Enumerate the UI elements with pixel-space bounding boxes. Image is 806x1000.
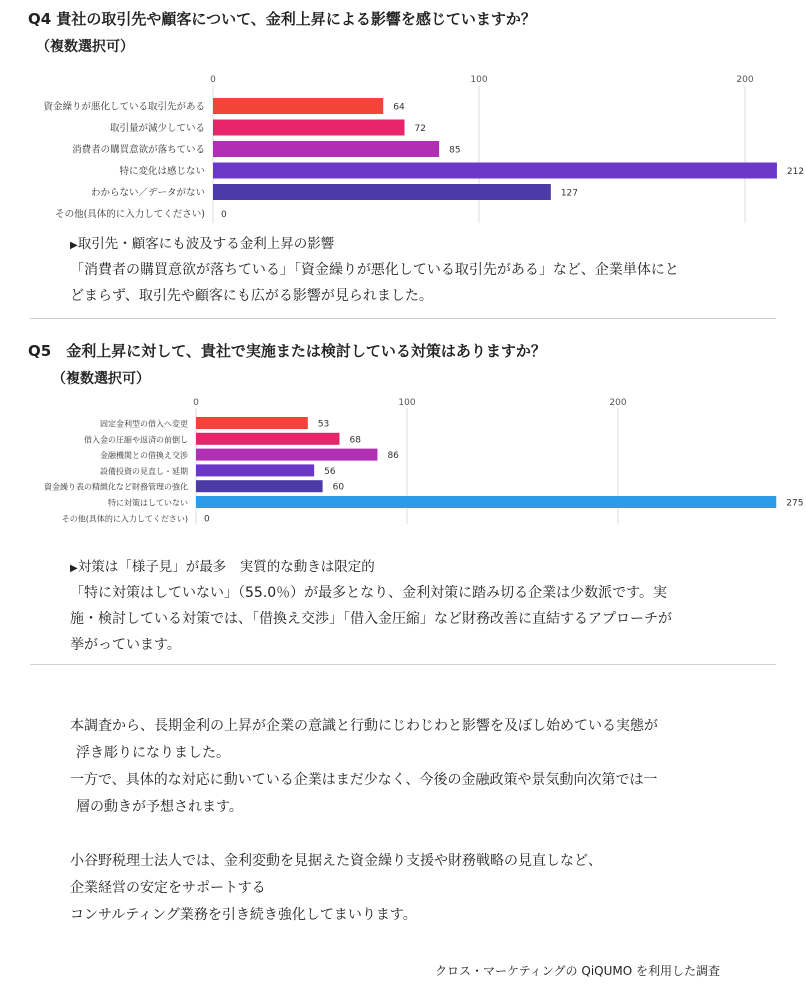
q4-bar [213,98,383,114]
q5-bar [196,464,314,476]
closing-line-6: 企業経営の安定をサポートする [70,880,266,896]
q4-bar [213,141,439,157]
q4-category-label: その他(具体的に入力してください) [55,209,205,220]
q4-category-label: わからない／データがない [90,187,205,199]
q4-xtick-label: 100 [470,75,488,85]
q5-category-label: 特に対策はしていない [108,498,188,508]
q5-value-label: 53 [317,419,330,430]
q5-bar [196,480,323,492]
closing-paragraph-2 [70,848,602,929]
q4-lead [70,232,334,258]
q5-value-label: 56 [324,466,336,477]
q4-category-label: 特に変化は感じない [119,166,205,177]
q4-value-label: 64 [393,102,405,113]
section-divider-1 [30,318,776,319]
q4-lead-text: 取引先・顧客にも波及する金利上昇の影響 [77,236,335,252]
q5-subtitle: （複数選択可） [52,371,150,387]
q5-bar-chart [0,396,806,536]
closing-line-5: 小谷野税理士法人では、金利変動を見据えた資金繰り支援や財務戦略の見直しなど、 [70,853,602,869]
closing-line-2: 浮き彫りになりました。 [76,745,230,761]
q4-value-label: 212 [786,167,805,177]
q5-body-line-2: 施・検討している対策では、「借換え交渉」「借入金圧縮」など財務改善に直結するアプローチが [70,611,672,627]
q5-body-line-1: 「特に対策はしていない」（55.0％）が最多となり、金利対策に踏み切る企業は少数派です。実 [70,585,668,601]
q5-bar [196,496,776,508]
q4-value-label: 72 [414,124,426,134]
q5-xtick-label: 0 [193,398,199,408]
q5-category-label: 設備投資の見直し・延期 [100,466,188,476]
q5-value-label: 68 [349,435,361,446]
q4-value-label: 127 [560,188,579,199]
play-triangle-icon: ▶ [70,240,78,251]
section-divider-2 [30,664,776,665]
q4-xtick-label: 200 [736,75,754,85]
q5-xtick-label: 200 [609,398,627,408]
q4-xtick-label: 0 [210,75,216,85]
q5-value-label: 0 [204,514,210,525]
closing-line-4: 層の動きが予想されます。 [76,799,243,815]
q4-title: Q4 貴社の取引先や顧客について、金利上昇による影響を感じていますか？ [28,10,536,28]
q5-category-label: 固定金利型の借入へ変更 [100,419,188,429]
q4-subtitle: （複数選択可） [36,39,134,55]
q4-category-label: 消費者の購買意欲が落ちている [72,144,205,156]
q5-bar [196,433,339,445]
q5-value-label: 60 [332,482,345,493]
play-triangle-icon: ▶ [70,563,78,574]
q4-category-label: 資金繰りが悪化している取引先がある [43,101,205,113]
q4-body [70,257,750,309]
q4-body-line-1: 「消費者の購買意欲が落ちている」「資金繰りが悪化している取引先がある」など、企業単体にと [70,262,679,278]
q5-category-label: その他(具体的に入力してください) [61,514,188,524]
q5-body [70,580,750,658]
q4-bar [213,120,405,136]
source-footnote: クロス・マーケティングの QiQUMO を利用した調査 [435,964,720,978]
q5-value-label: 86 [387,451,399,462]
q5-category-label: 金融機関との借換え交渉 [100,451,188,461]
q5-body-line-3: 挙がっています。 [70,637,181,653]
q4-bar [213,184,551,200]
closing-line-7: コンサルティング業務を引き続き強化してまいります。 [70,907,417,923]
q4-value-label: 85 [449,145,461,156]
q5-value-label: 275 [786,498,804,509]
q5-xtick-label: 100 [398,398,416,408]
q4-value-label: 0 [221,210,227,220]
q5-lead-text: 対策は「様子見」が最多 実質的な動きは限定的 [77,559,375,575]
closing-line-1: 本調査から、長期金利の上昇が企業の意識と行動にじわじわと影響を及ぼし始めている実態が [70,718,658,734]
closing-paragraph-1 [70,713,658,821]
q5-bar [196,449,377,461]
q5-category-label: 借入金の圧縮や返済の前倒し [84,435,188,445]
closing-line-3: 一方で、具体的な対応に動いている企業はまだ少なく、今後の金融政策や景気動向次第では一 [70,772,658,788]
q4-bar [213,163,777,179]
q5-lead [70,555,375,581]
q4-category-label: 取引量が減少している [109,123,205,134]
q5-title: Q5 金利上昇に対して、貴社で実施または検討している対策はありますか？ [28,342,546,360]
q4-body-line-2: どまらず、取引先や顧客にも広がる影響が見られました。 [70,288,433,304]
q5-category-label: 資金繰り表の精緻化など財務管理の強化 [44,482,188,492]
q5-bar [196,417,308,429]
q4-bar-chart [0,70,806,230]
